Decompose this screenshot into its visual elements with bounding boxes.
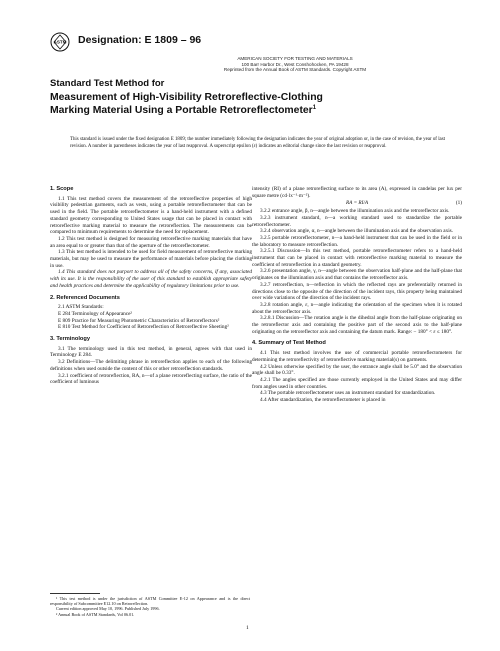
reference-e809: E 809 Practice for Measuring Photometric Characteristics of Retroreflectors²	[58, 317, 220, 324]
footnote-2: ² Annual Book of ASTM Standards, Vol 06.01.	[56, 611, 135, 617]
section-heading-scope: 1. Scope	[50, 186, 74, 192]
footnotes	[50, 596, 250, 617]
designation-number: Designation: E 1809 – 96	[78, 34, 202, 46]
footnote-divider	[50, 593, 100, 594]
footnote-1: ¹ This test method is under the jurisdiction of ASTM Committee E-12 on Appearance and is the direct responsibility of Subcommittee E12.10 on Retroreflection.	[50, 596, 250, 607]
title-footnote-mark: 1	[312, 105, 317, 111]
document-title	[50, 91, 460, 117]
title-line-2: Marking Material Using a Portable Retroreflectometer$^1$	[50, 105, 317, 116]
page-number: 1	[246, 625, 249, 631]
equation-1-number: (1)	[455, 200, 462, 207]
paragraph-1-1: 1.1 This test method covers the measurement of the retroreflective properties of high visibility pedestrian garments, such as vests, using a portable retroreflectometer that can be used in the field. The portable retroreflectometer is a hand-held instrument with a defined standard geometry corresponding to United States usage that can be placed in contact with retroreflective marking material to measure the retroreflection. The measurements can be compared to minimum requirements to determine the need for replacement.	[50, 195, 252, 236]
paragraph-3-2: 3.2 Definitions—The delimiting phrase in retroreflection applies to each of the following definitions when used outside the content of this or other retroreflection standards.	[50, 359, 252, 372]
standard-label: Standard Test Method for	[50, 78, 165, 89]
publisher-name: AMERICAN SOCIETY FOR TESTING AND MATERIALS	[237, 56, 353, 61]
title-line-1: Measurement of High-Visibility Retroreflective-Clothing	[50, 92, 323, 103]
paragraph-3-2-2: 3.2.2 entrance angle, β, n—angle between the illumination axis and the retroreflector axis.	[260, 208, 450, 215]
paragraph-3-2-8: 3.2.8 rotation angle, ε, n—angle indicating the orientation of the specimen when it is rotated about the retroreflector axis.	[252, 301, 462, 315]
paragraph-3-2-8-1: 3.2.8.1 Discussion—The rotation angle is the dihedral angle from the half-plane originating on the retroreflector axis and containing the positive part of the second axis to the half-plane originating on the retroreflector axis and containing the datum mark. Range: − 180° < ε ≤ 180°.	[252, 315, 462, 335]
paragraph-3-2-3: 3.2.3 instrument standard, n—a working standard used to standardize the portable retroreflectometer.	[252, 214, 462, 228]
left-column	[50, 186, 252, 386]
issuance-note: This standard is issued under the fixed designation E 1809; the number immediately following the designation indicates the year of original adoption or, in the case of revision, the year of last revision. A number in parentheses indicates the year of last reapproval. A superscript epsilon (ε) indicates an editorial change since the last revision or reapproval.	[70, 137, 445, 150]
paragraph-3-2-1: 3.2.1 coefficient of retroreflection, RA, n—of a plane retroreflecting surface, the ratio of the coefficient of luminous	[50, 372, 252, 386]
paragraph-3-2-5: 3.2.5 portable retroreflectometer, n—a hand-held instrument that can be used in the field or in the laboratory to measure retroreflection.	[252, 234, 462, 248]
equation-1	[252, 200, 462, 207]
section-heading-summary: 4. Summary of Test Method	[252, 340, 326, 347]
paragraph-4-1: 4.1 This test method involves the use of commercial portable retroreflectometers for determining the retroreflectivity of retroreflective marking material(s) on garments.	[252, 350, 462, 363]
reference-e810: E 810 Test Method for Coefficient of Retroreflection of Retroreflective Sheeting²	[58, 324, 229, 331]
reference-e284: E 284 Terminology of Appearance²	[58, 310, 133, 317]
paragraph-4-3: 4.3 The portable retroreflectometer uses an instrument standard for standardization.	[260, 390, 436, 397]
paragraph-4-2-1: 4.2.1 The angles specified are those currently employed in the United States and may differ from angles used in other countries.	[252, 376, 462, 390]
paragraph-3-2-5-1: 3.2.5.1 Discussion—In this test method, portable retroreflectometer refers to a hand-held instrument that can be placed in contact with retroreflective marking material to measure the coefficient of retroreflection in a standard geometry.	[252, 248, 462, 268]
astm-logo-icon	[50, 32, 70, 52]
paragraph-1-4: 1.4 This standard does not purport to address all of the safety concerns, if any, associated with its use. It is the responsibility of the user of this standard to establish appropriate safety and health practices and determine the applicability of regulatory limitations prior to use.	[50, 269, 252, 289]
svg-text:ASTM: ASTM	[53, 39, 67, 45]
section-heading-referenced-documents: 2. Referenced Documents	[50, 294, 120, 301]
right-column	[252, 186, 462, 404]
footnote-1-edition: Current edition approved May 10, 1996. Published July 1996.	[56, 606, 160, 612]
section-heading-terminology: 3. Terminology	[50, 336, 91, 343]
publisher-address: 100 Barr Harbor Dr., West Conshohocken, PA 19428	[241, 61, 349, 67]
paragraph-1-2: 1.2 This test method is designed for measuring retroreflective marking materials that have an area equal to or greater than that of the aperture of the retroreflectometer.	[50, 235, 252, 249]
paragraph-3-2-1-continued: intensity (RI) of a plane retroreflecting surface to its area (A), expressed in candelas per lux per square metre (cd·lx⁻¹·m⁻²).	[252, 186, 462, 199]
paragraph-3-2-6: 3.2.6 presentation angle, γ, n—angle between the observation half-plane and the half-plane that originates on the illumination axis and that contains the retroreflector axis.	[252, 268, 462, 282]
paragraph-2-1: 2.1 ASTM Standards:	[58, 304, 104, 311]
publisher-block	[190, 56, 400, 73]
equation-1-expression: RA = RI/A	[345, 200, 369, 207]
publisher-copyright: Reprinted from the Annual Book of ASTM Standards. Copyright ASTM	[223, 67, 367, 73]
paragraph-4-2: 4.2 Unless otherwise specified by the user, the entrance angle shall be 5.0° and the observation angle shall be 0.33°.	[252, 363, 462, 377]
paragraph-4-4: 4.4 After standardization, the retroreflectometer is placed in	[260, 397, 386, 404]
paragraph-3-2-7: 3.2.7 retroreflection, n—reflection in which the reflected rays are preferentially returned in directions close to the opposite of the direction of the incident rays, this property being maintained over wide variations of the direction of the incident rays.	[252, 281, 462, 302]
paragraph-1-3: 1.3 This test method is intended to be used for field measurement of retroreflective marking materials, but may be used to measure the performance of materials before placing the clothing in use.	[50, 249, 252, 269]
paragraph-3-1: 3.1 The terminology used in this test method, in general, agrees with that used in Terminology E 284.	[50, 345, 252, 359]
paragraph-3-2-4: 3.2.4 observation angle, α, n—angle between the illumination axis and the observation axis.	[260, 228, 454, 235]
